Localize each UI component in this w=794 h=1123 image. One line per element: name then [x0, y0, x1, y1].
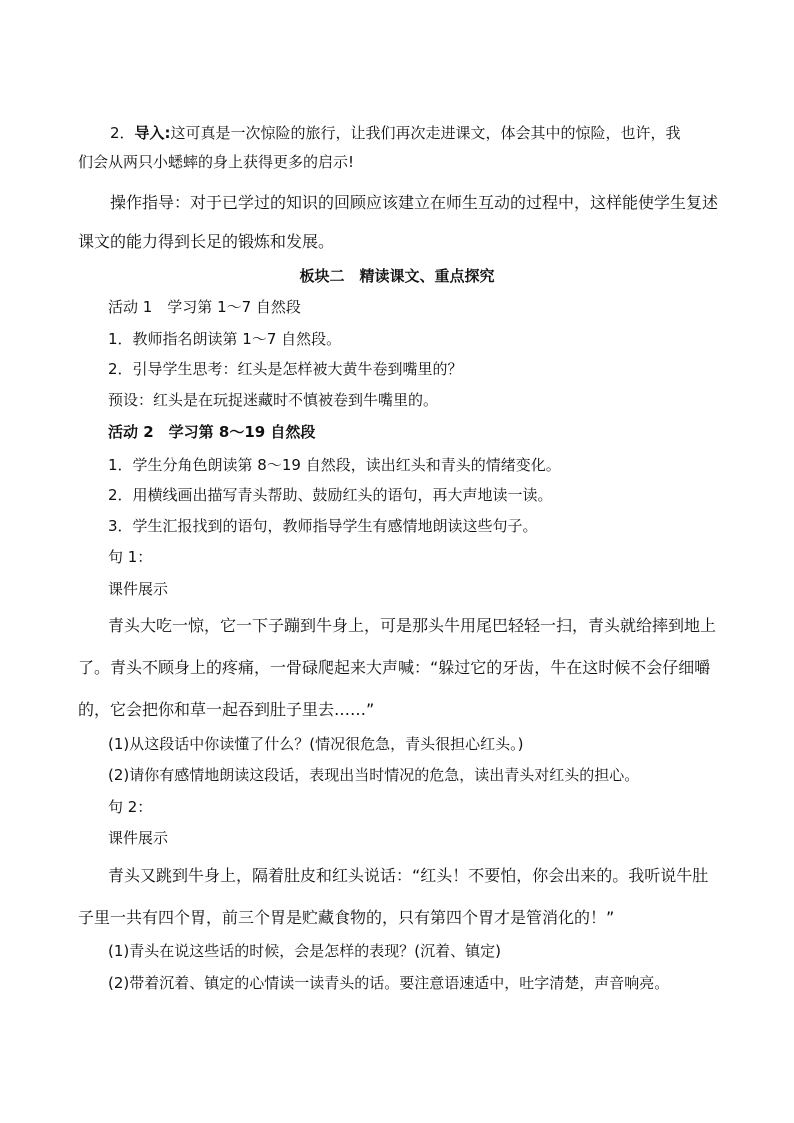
sentence2-question: (1)青头在说这些话的时候，会是怎样的表现？(沉着、镇定)	[108, 942, 501, 960]
guidance-line-2: 课文的能力得到长足的锻炼和发展。	[78, 232, 335, 251]
sentence1-passage-line: 了。青头不顾身上的疼痛，一骨碌爬起来大声喊：“躲过它的牙齿，牛在这时候不会仔细嚼	[78, 658, 711, 677]
sentence1-question: (2)请你有感情地朗读这段话，表现出当时情况的危急，读出青头对红头的担心。	[108, 766, 640, 784]
activity2-item: 1．学生分角色朗读第 8～19 自然段，读出红头和青头的情绪变化。	[108, 456, 561, 474]
intro-line-2: 们会从两只小蟋蟀的身上获得更多的启示!	[78, 153, 355, 171]
intro-label: 导入:	[134, 124, 171, 142]
sentence1-courseware: 课件展示	[108, 580, 169, 598]
section-title: 板块二 精读课文、重点探究	[299, 267, 495, 285]
intro-text: 这可真是一次惊险的旅行，让我们再次走进课文，体会其中的惊险，也许，我	[170, 124, 681, 142]
intro-number: 2．	[110, 124, 135, 142]
sentence2-courseware: 课件展示	[108, 829, 169, 847]
intro-line-1	[110, 122, 681, 143]
activity1-item: 1．教师指名朗读第 1～7 自然段。	[108, 330, 342, 348]
activity2-item: 3．学生汇报找到的语句，教师指导学生有感情地朗读这些句子。	[108, 517, 538, 535]
activity1-heading: 活动 1 学习第 1～7 自然段	[108, 298, 301, 316]
sentence2-question: (2)带着沉着、镇定的心情读一读青头的话。要注意语速适中，吐字清楚，声音响亮。	[108, 974, 670, 992]
activity1-preset: 预设：红头是在玩捉迷藏时不慎被卷到牛嘴里的。	[108, 391, 439, 409]
sentence2-passage-line: 子里一共有四个胃，前三个胃是贮藏食物的，只有第四个胃才是管消化的！”	[78, 908, 615, 927]
sentence1-passage-line: 的，它会把你和草一起吞到肚子里去……”	[78, 700, 375, 719]
sentence1-label: 句 1：	[108, 548, 153, 566]
sentence2-passage-line: 青头又跳到牛身上，隔着肚皮和红头说话：“红头！不要怕，你会出来的。我听说牛肚	[108, 866, 709, 885]
sentence1-question: (1)从这段话中你读懂了什么？(情况很危急，青头很担心红头。)	[108, 735, 524, 753]
sentence2-label: 句 2：	[108, 798, 153, 816]
activity2-heading: 活动 2 学习第 8～19 自然段	[108, 423, 316, 441]
activity2-item: 2．用横线画出描写青头帮助、鼓励红头的语句，再大声地读一读。	[108, 486, 553, 504]
guidance-line-1: 操作指导：对于已学过的知识的回顾应该建立在师生互动的过程中，这样能使学生复述	[110, 193, 719, 212]
activity1-item: 2．引导学生思考：红头是怎样被大黄牛卷到嘴里的？	[108, 360, 463, 378]
sentence1-passage-line: 青头大吃一惊，它一下子蹦到牛身上，可是那头牛用尾巴轻轻一扫，青头就给摔到地上	[108, 616, 717, 635]
